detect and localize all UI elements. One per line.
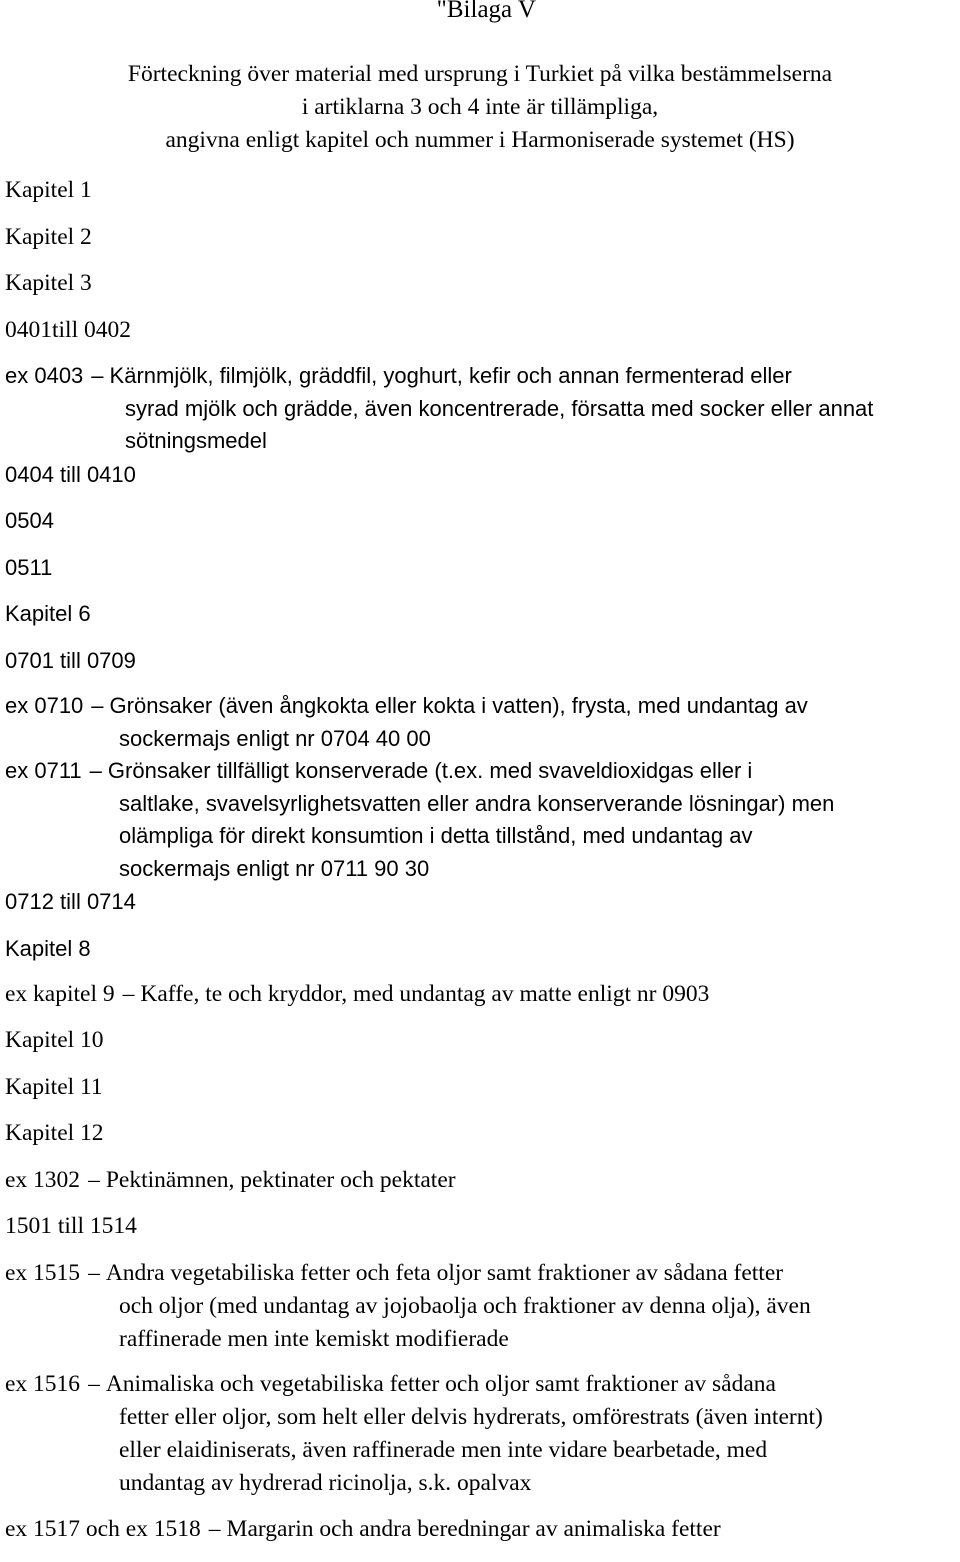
hs-description: Grönsaker (även ångkokta eller kokta i vatten), frysta, med undantag av (109, 693, 808, 718)
intro-line: angivna enligt kapitel och nummer i Harmoniserade systemet (HS) (165, 127, 795, 153)
hs-entry (5, 885, 960, 918)
dash-separator: – (88, 1260, 100, 1286)
hs-code: ex kapitel 9 (5, 981, 115, 1007)
dash-separator: – (91, 363, 104, 388)
hs-entry (5, 551, 960, 584)
hs-description: Kärnmjölk, filmjölk, gräddfil, yoghurt, kefir och annan fermenterad eller (109, 363, 792, 388)
hs-code: 0404 till 0410 (5, 462, 136, 487)
hs-entry (5, 1257, 960, 1356)
hs-entry (5, 978, 960, 1011)
hs-entry-first-line (5, 174, 960, 207)
hs-code: 0701 till 0709 (5, 648, 136, 673)
hs-description-continuation: sockermajs enligt nr 0711 90 30 (119, 855, 430, 881)
hs-code: ex 1517 och ex 1518 (5, 1516, 201, 1542)
hs-entry-first-line (5, 597, 960, 630)
hs-description: Grönsaker tillfälligt konserverade (t.ex. med svaveldioxidgas eller i (107, 758, 753, 783)
hs-entry (5, 644, 960, 677)
dash-separator: – (122, 981, 135, 1007)
intro-line: Förteckning över material med ursprung i Turkiet på vilka bestämmelserna (127, 61, 833, 87)
hs-entry (5, 267, 960, 300)
hs-entry-first-line (5, 1024, 960, 1057)
hs-entry (5, 690, 960, 755)
page-title: "Bilaga V (436, 0, 536, 23)
hs-code: Kapitel 3 (5, 270, 92, 296)
hs-entry (5, 1210, 960, 1243)
hs-description: Andra vegetabiliska fetter och feta oljor samt fraktioner av sådana fetter (105, 1260, 784, 1286)
hs-entry (5, 755, 960, 885)
hs-entry-first-line (5, 267, 960, 300)
hs-entry (5, 932, 960, 965)
hs-description-continuation: och oljor (med undantag av jojobaolja och fraktioner av denna olja), även (119, 1293, 811, 1319)
hs-code: 0401till 0402 (5, 317, 131, 343)
hs-description-continuation: syrad mjölk och grädde, även koncentrerade, försatta med socker eller annat (125, 395, 874, 421)
hs-description-continuation: saltlake, svavelsyrlighetsvatten eller andra konserverande lösningar) men (119, 790, 835, 816)
hs-code: ex 0403 (5, 363, 84, 388)
hs-code: ex 0711 (5, 758, 82, 783)
hs-entry (5, 360, 960, 458)
hs-code: 0504 (5, 508, 54, 533)
hs-entry-first-line (5, 1513, 960, 1546)
hs-entry (5, 1071, 960, 1104)
hs-description-continuation: sötningsmedel (125, 428, 267, 453)
hs-entry-first-line (5, 360, 960, 393)
hs-code: ex 0710 (5, 693, 84, 718)
hs-description: Kaffe, te och kryddor, med undantag av matte enligt nr 0903 (140, 981, 710, 1007)
hs-code: Kapitel 1 (5, 177, 92, 203)
hs-description-continuation: olämpliga för direkt konsumtion i detta tillstånd, med undantag av (119, 823, 753, 848)
dash-separator: – (88, 1167, 100, 1193)
hs-code: 1501 till 1514 (5, 1213, 137, 1239)
hs-description: Margarin och andra beredningar av animaliska fetter (226, 1516, 721, 1542)
hs-entry-first-line (5, 1210, 960, 1243)
hs-entry-first-line (5, 1071, 960, 1104)
hs-entry-first-line (5, 932, 960, 965)
intro-line: i artiklarna 3 och 4 inte är tillämpliga, (301, 94, 659, 120)
hs-entry-first-line (5, 978, 960, 1011)
hs-description-continuation: eller elaidiniserats, även raffinerade men inte vidare bearbetade, med (119, 1437, 768, 1463)
hs-entry-first-line (5, 504, 960, 537)
hs-description-continuation: fetter eller oljor, som helt eller delvis hydrerats, omförestrats (även internt) (119, 1404, 823, 1430)
hs-code: 0712 till 0714 (5, 889, 136, 914)
hs-code: ex 1515 (5, 1260, 81, 1286)
hs-entry-first-line (5, 551, 960, 584)
hs-entry (5, 1368, 960, 1500)
hs-description-continuation: sockermajs enligt nr 0704 40 00 (119, 725, 431, 751)
hs-code: Kapitel 2 (5, 224, 92, 250)
hs-entry-first-line (5, 1257, 960, 1290)
dash-separator: – (89, 758, 102, 783)
hs-code: Kapitel 8 (5, 936, 91, 961)
hs-code: ex 1302 (5, 1167, 81, 1193)
hs-code: Kapitel 10 (5, 1027, 104, 1053)
hs-entry (5, 1513, 960, 1546)
hs-description: Animaliska och vegetabiliska fetter och oljor samt fraktioner av sådana (105, 1371, 776, 1397)
hs-entry-first-line (5, 755, 960, 788)
hs-entry (5, 1024, 960, 1057)
hs-entry-first-line (5, 690, 960, 723)
hs-entry (5, 174, 960, 207)
hs-code: ex 1516 (5, 1371, 81, 1397)
dash-separator: – (91, 693, 104, 718)
hs-code: Kapitel 11 (5, 1074, 103, 1100)
hs-entry-first-line (5, 1368, 960, 1401)
hs-entry-first-line (5, 1117, 960, 1150)
hs-description: Pektinämnen, pektinater och pektater (105, 1167, 456, 1193)
hs-entry (5, 458, 960, 491)
dash-separator: – (208, 1516, 221, 1542)
hs-description-continuation: undantag av hydrerad ricinolja, s.k. opalvax (119, 1470, 532, 1496)
hs-description-continuation: raffinerade men inte kemiskt modifierade (119, 1326, 509, 1352)
hs-entry-first-line (5, 1164, 960, 1197)
hs-entry (5, 1117, 960, 1150)
hs-entry (5, 504, 960, 537)
hs-code: 0511 (5, 555, 53, 580)
hs-entry (5, 221, 960, 254)
dash-separator: – (88, 1371, 100, 1397)
hs-entry-first-line (5, 885, 960, 918)
hs-entry (5, 597, 960, 630)
hs-entry-first-line (5, 458, 960, 491)
hs-entry (5, 1164, 960, 1197)
hs-code: Kapitel 12 (5, 1120, 104, 1146)
hs-entry-first-line (5, 644, 960, 677)
hs-entry (5, 314, 960, 347)
hs-entry-first-line (5, 314, 960, 347)
hs-entry-first-line (5, 221, 960, 254)
intro-heading (30, 58, 930, 157)
hs-code: Kapitel 6 (5, 601, 91, 626)
